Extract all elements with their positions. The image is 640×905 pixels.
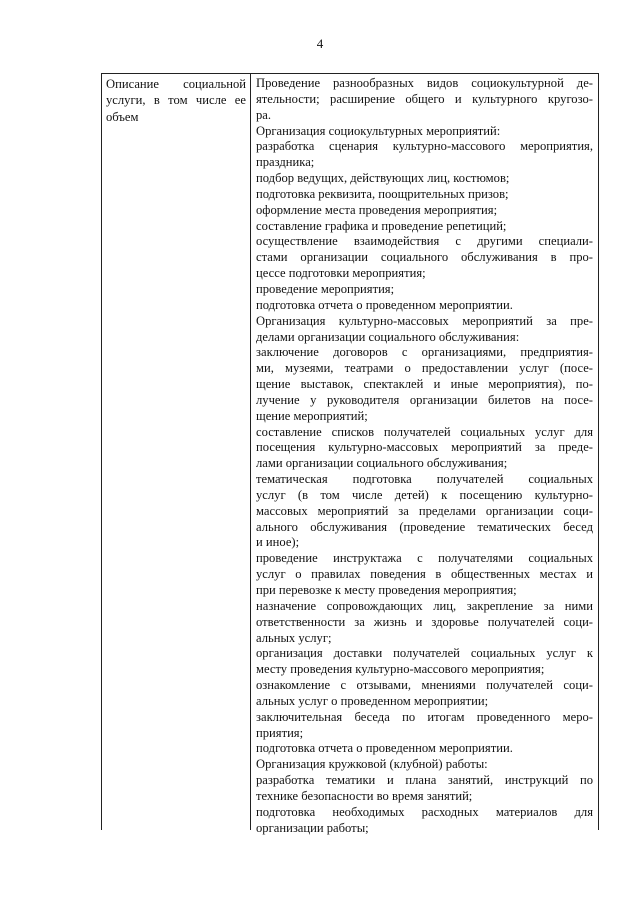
content-line: при перевозке к месту проведения мероприятия; [256, 583, 517, 597]
content-line: организации работы; [256, 820, 369, 835]
content-line: альных услуг; [256, 630, 332, 645]
content-line: щение мероприятий; [256, 408, 368, 423]
content-line: ознакомление с отзывами, мнениями получателей соци- [256, 678, 593, 693]
content-line: разработка тематики и плана занятий, инструкций по [256, 773, 593, 788]
content-line: массовых мероприятий за пределами организации соци- [256, 503, 593, 518]
content-line: ра. [256, 107, 272, 122]
content-line: проведение инструктажа с получателями социальных [256, 551, 593, 566]
page-number: 4 [316, 36, 324, 51]
content-line: альных услуг о проведенном мероприятии; [256, 693, 489, 708]
content-line: стами организации социального обслуживания в про- [256, 250, 593, 265]
content-line: и иное); [256, 535, 300, 550]
content-line: ми, музеями, театрами о предоставлении услуг (посе- [256, 361, 593, 376]
table-content-cell [251, 74, 598, 835]
content-line: лучение у руководителя организации билетов на посе- [256, 392, 593, 407]
content-line: цессе подготовки мероприятия; [256, 266, 426, 281]
content-line: ответственности за жизнь и здоровье получателей соци- [256, 614, 593, 629]
content-line: подготовка отчета о проведенном мероприятии. [256, 741, 513, 756]
content-line: подготовка необходимых расходных материалов для [256, 804, 593, 819]
content-line: Организация социокультурных мероприятий: [256, 123, 501, 138]
content-line: разработка сценария культурно-массового мероприятия, [256, 139, 593, 154]
content-line: Проведение разнообразных видов социокультурной де- [256, 76, 593, 90]
content-line: лами организации социального обслуживания; [256, 456, 508, 471]
table-label-cell [102, 74, 251, 830]
label-line: услуги, в том числе ее [106, 93, 246, 108]
content-line: приятия; [256, 725, 304, 740]
content-line: праздника; [256, 155, 315, 170]
service-description-table [101, 73, 599, 835]
content-line: месту проведения культурно-массового мероприятия; [256, 662, 545, 677]
label-line: Описание социальной [106, 77, 246, 91]
content-line: оформление места проведения мероприятия; [256, 202, 498, 217]
content-line: составление графика и проведение репетиций; [256, 218, 507, 233]
content-line: Организация кружковой (клубной) работы: [256, 757, 488, 772]
content-line: ятельности; расширение общего и культурного кругозо- [256, 91, 593, 106]
content-line: назначение сопровождающих лиц, закрепление за ними [256, 598, 593, 613]
content-line: услуг о правилах поведения в общественных местах и [256, 567, 593, 582]
content-line: организация доставки получателей социальных услуг к [256, 646, 593, 661]
content-line: проведение мероприятия; [256, 281, 395, 296]
content-line: тематическая подготовка получателей социальных [256, 472, 593, 487]
label-line: объем [106, 109, 139, 124]
content-line: составление списков получателей социальных услуг для [256, 424, 593, 439]
content-line: подготовка реквизита, поощрительных призов; [256, 186, 509, 201]
content-line: посещения культурно-массовых мероприятий за преде- [256, 440, 593, 455]
content-line: делами организации социального обслуживания: [256, 329, 520, 344]
content-line: заключение договоров с организациями, предприятия- [256, 345, 593, 360]
content-line: технике безопасности во время занятий; [256, 788, 473, 803]
content-line: Организация культурно-массовых мероприятий за пре- [256, 313, 593, 328]
content-line: подготовка отчета о проведенном мероприятии. [256, 297, 513, 312]
content-line: заключительная беседа по итогам проведенного меро- [256, 709, 593, 724]
content-line: щение выставок, спектаклей и иные мероприятия), по- [256, 377, 593, 392]
content-line: подбор ведущих, действующих лиц, костюмов; [256, 171, 510, 186]
content-line: ального обслуживания (проведение тематических бесед [256, 519, 593, 534]
content-line: услуг (в том числе детей) к посещению культурно- [256, 487, 593, 502]
content-line: осуществление взаимодействия с другими специали- [256, 234, 593, 249]
